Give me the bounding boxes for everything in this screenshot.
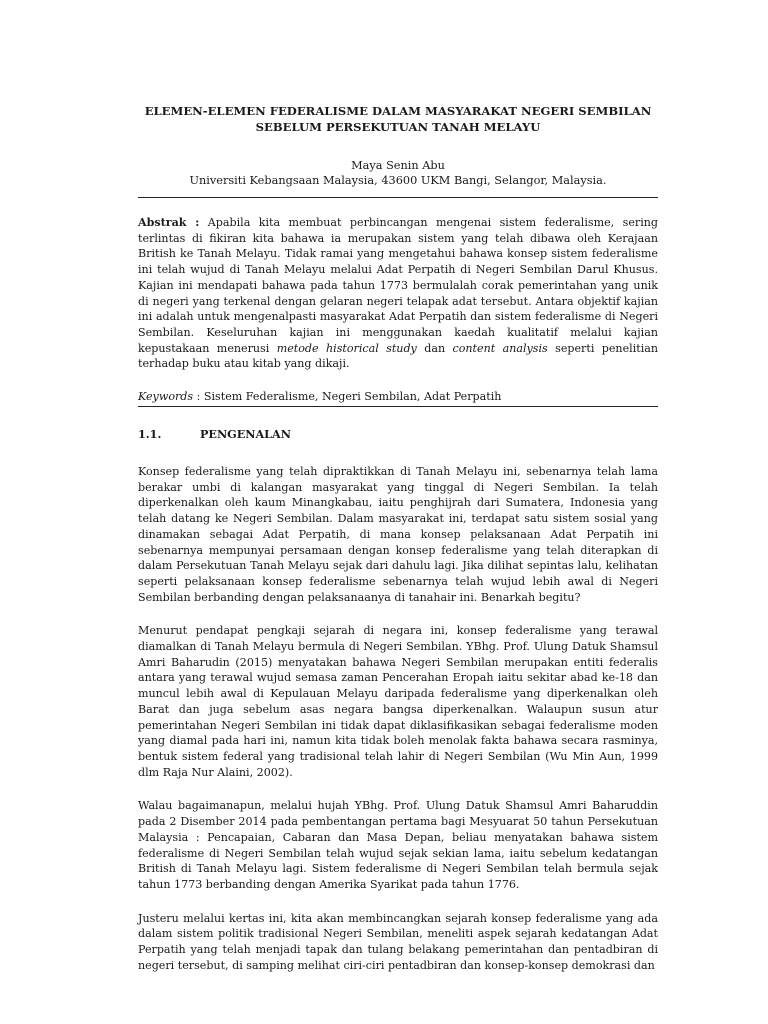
divider-top — [138, 197, 658, 198]
keywords-label: Keywords — [138, 390, 194, 404]
abstract-text-b: dan — [416, 341, 453, 355]
author-block — [138, 158, 658, 188]
body-paragraph-1: Konsep federalisme yang telah dipraktikkan di Tanah Melayu ini, sebenarnya telah lama berakar umbi di kalangan masyarakat yang tinggal di Negeri Sembilan. Ia telah diperkenalkan oleh kaum Minangkabau, iaitu penghijrah dari Sumatera, Indonesia yang telah datang ke Negeri Sembilan. Dalam masyarakat ini, terdapat satu sistem sosial yang dinamakan sebagai Adat Perpatih, di mana konsep pelaksanaan Adat Perpatih ini sebenarnya mempunyai persamaan dengan konsep federalisme yang telah diterapkan di dalam Persekutuan Tanah Melayu sejak dari dahulu lagi. Jika dilihat sepintas lalu, kelihatan seperti pelaksanaan konsep federalisme sebenarnya telah wujud lebih awal di Negeri Sembilan berbanding dengan pelaksanaanya di tanahair ini. Benarkah begitu? — [138, 465, 658, 604]
keywords-text: : Sistem Federalisme, Negeri Sembilan, Adat Perpatih — [193, 390, 502, 404]
author-name: Maya Senin Abu — [351, 159, 445, 172]
divider-bottom — [138, 406, 658, 407]
body-paragraph-2: Menurut pendapat pengkaji sejarah di negara ini, konsep federalisme yang terawal diamalkan di Tanah Melayu bermula di Negeri Sembilan. YBhg. Prof. Ulung Datuk Shamsul Amri Baharudin (2015) menyatakan bahawa Negeri Sembilan merupakan entiti federalis antara yang terawal wujud semasa zaman Pencerahan Eropah iaitu sekitar abad ke-18 dan muncul lebih awal di Kepulauan Melayu daripada federalisme yang diperkenalkan oleh Barat dan juga sebelum asas negara bangsa diperkenalkan. Walaupun susun atur pemerintahan Negeri Sembilan ini tidak dapat diklasifikasikan sebagai federalisme moden yang diamal pada hari ini, namun kita tidak boleh menolak fakta bahawa secara rasminya, bentuk sistem federal yang tradisional telah lahir di Negeri Sembilan (Wu Min Aun, 1999 dlm Raja Nur Alaini, 2002). — [138, 624, 658, 779]
section-heading — [138, 427, 658, 442]
abstract — [138, 215, 658, 372]
paper-page — [138, 103, 658, 973]
abstract-label: Abstrak : — [138, 216, 200, 229]
section-title: PENGENALAN — [200, 427, 291, 442]
abstract-method-2: content analysis — [452, 341, 548, 355]
body-paragraph-4: Justeru melalui kertas ini, kita akan membincangkan sejarah konsep federalisme yang ada dalam sistem politik tradisional Negeri Sembilan, meneliti aspek sejarah kedatangan Adat Perpatih yang telah menjadi tapak dan tulang belakang pemerintahan dan pentadbiran di negeri tersebut, di samping melihat ciri-ciri pentadbiran dan konsep-konsep demokrasi dan — [138, 911, 658, 972]
abstract-method-1: metode historical study — [276, 341, 417, 355]
paper-title — [138, 103, 658, 135]
body-paragraph-3: Walau bagaimanapun, melalui hujah YBhg. Prof. Ulung Datuk Shamsul Amri Baharuddin pada 2 Disember 2014 pada pembentangan pertama bagi Mesyuarat 50 tahun Persekutuan Malaysia : Pencapaian, Cabaran dan Masa Depan, beliau menyatakan bahawa sistem federalisme di Negeri Sembilan telah wujud sejak sekian lama, iaitu sebelum kedatangan British di Tanah Melayu lagi. Sistem federalisme di Negeri Sembilan telah bermula sejak tahun 1773 berbanding dengan Amerika Syarikat pada tahun 1776. — [138, 799, 658, 891]
title-line-2: SEBELUM PERSEKUTUAN TANAH MELAYU — [255, 120, 541, 134]
section-number: 1.1. — [138, 427, 162, 442]
abstract-text-c: seperti penelitian terhadap buku atau kitab yang dikaji. — [138, 341, 659, 371]
keywords — [138, 389, 658, 404]
title-line-1: ELEMEN-ELEMEN FEDERALISME DALAM MASYARAKAT NEGERI SEMBILAN — [144, 104, 652, 118]
author-affiliation: Universiti Kebangsaan Malaysia, 43600 UKM Bangi, Selangor, Malaysia. — [189, 174, 607, 187]
abstract-text-a: Apabila kita membuat perbincangan mengenai sistem federalisme, sering terlintas di fikiran kita bahawa ia merupakan sistem yang telah dibawa oleh Kerajaan British ke Tanah Melayu. Tidak ramai yang mengetahui bahawa konsep sistem federalisme ini telah wujud di Tanah Melayu melalui Adat Perpatih di Negeri Sembilan Darul Khusus. Kajian ini mendapati bahawa pada tahun 1773 bermulalah corak pemerintahan yang unik di negeri yang terkenal dengan gelaran negeri telapak adat tersebut. Antara objektif kajian ini adalah untuk mengenalpasti masyarakat Adat Perpatih dan sistem federalisme di Negeri Sembilan. Keseluruhan kajian ini menggunakan kaedah kualitatif melalui kajian kepustakaan menerusi — [138, 216, 658, 355]
